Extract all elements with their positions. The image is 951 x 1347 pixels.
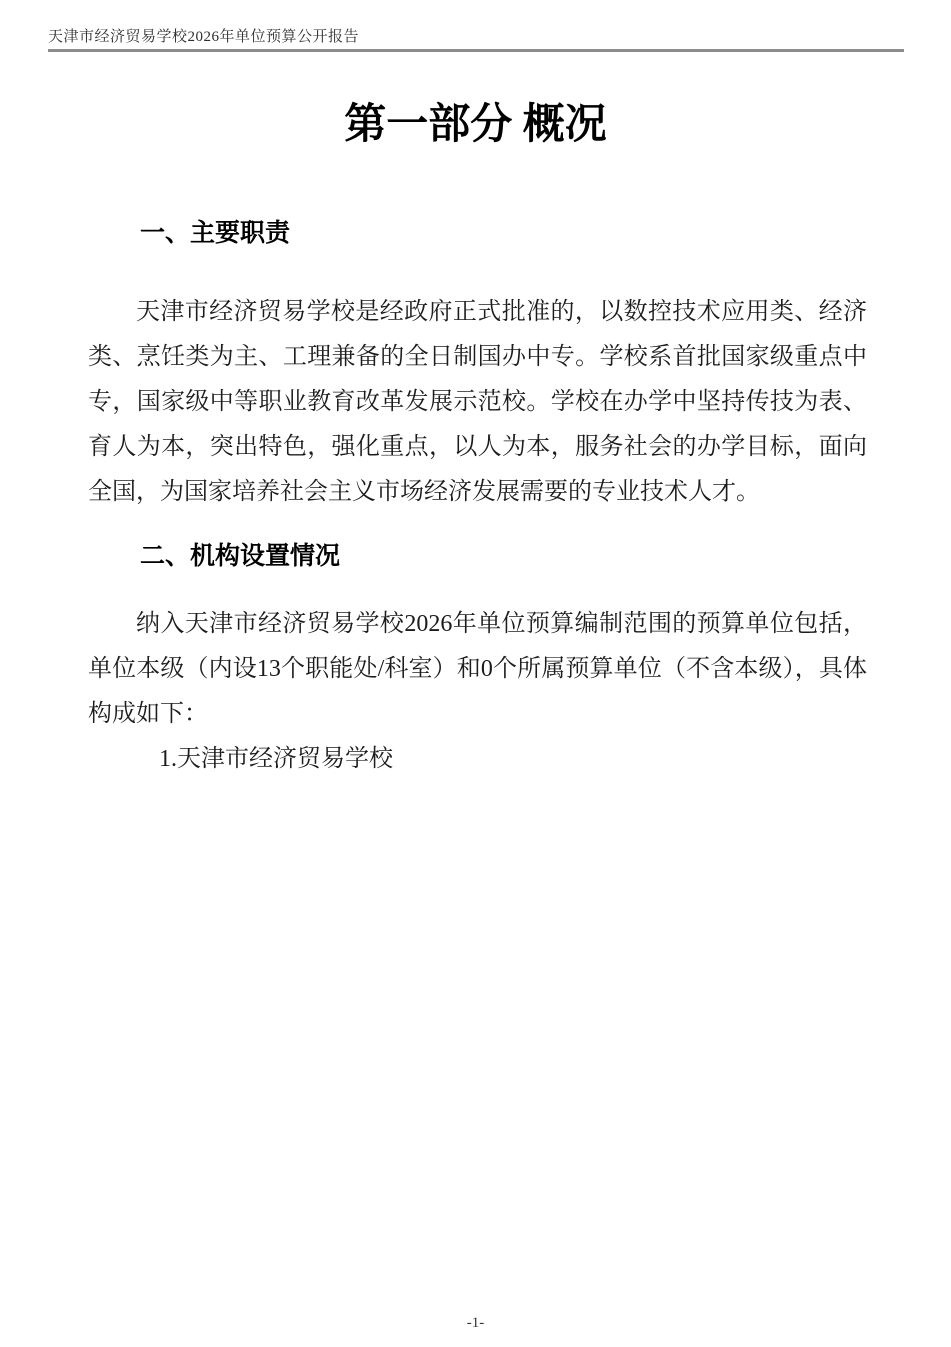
section-heading-main-duties: 一、主要职责 [140,219,291,247]
paragraph-org-structure: 纳入天津市经济贸易学校2026年单位预算编制范围的预算单位包括，单位本级（内设13个职能处/科室）和0个所属预算单位（不含本级），具体构成如下： [88,611,867,727]
page-number: -1- [466,1315,485,1331]
document-title: 第一部分 概况 [344,102,607,148]
running-header-title: 天津市经济贸易学校2026年单位预算公开报告 [48,29,360,45]
org-list-item-1: 1.天津市经济贸易学校 [159,746,393,772]
section-heading-org-structure: 二、机构设置情况 [140,542,341,570]
paragraph-main-duties: 天津市经济贸易学校是经政府正式批准的，以数控技术应用类、经济类、烹饪类为主、工理兼备的全日制国办中专。学校系首批国家级重点中专，国家级中等职业教育改革发展示范校。学校在办学中坚持传技为表、育人为本，突出特色，强化重点，以人为本，服务社会的办学目标，面向全国，为国家培养社会主义市场经济发展需要的专业技术人才。 [88,299,867,505]
header-divider [48,49,904,52]
